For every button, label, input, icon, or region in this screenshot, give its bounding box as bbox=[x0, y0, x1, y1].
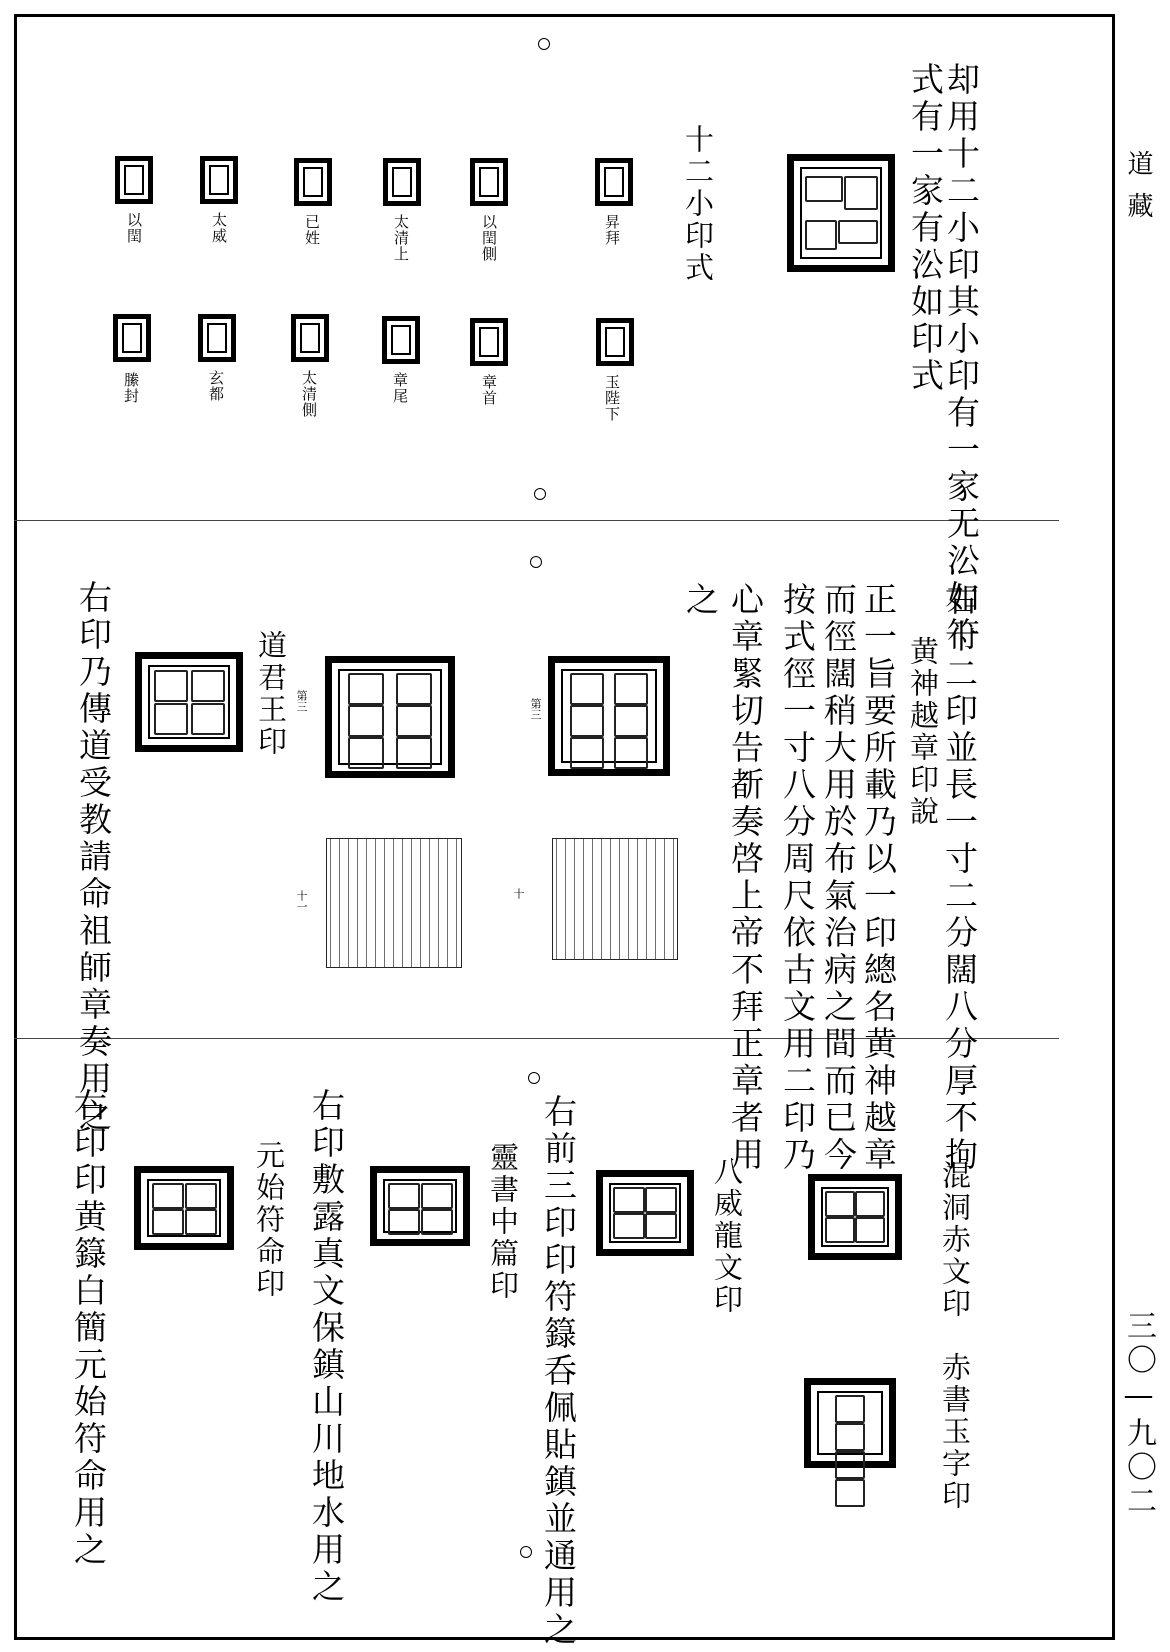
small-seal-image bbox=[115, 156, 153, 204]
small-seal-image bbox=[291, 314, 329, 362]
note-text: 右前三印印符籙呑佩貼鎮並通用之 bbox=[539, 1094, 578, 1649]
registration-mark bbox=[538, 38, 550, 50]
printed-page-inset bbox=[552, 838, 678, 960]
seal-caption: 八威龍文印 bbox=[710, 1156, 744, 1316]
seal-label: 太清上 bbox=[392, 214, 410, 262]
seal-label: 已姓 bbox=[303, 214, 321, 246]
large-seal-image bbox=[808, 1174, 902, 1260]
section-heading: 十二小印式 bbox=[681, 124, 715, 284]
section-divider bbox=[14, 520, 1059, 521]
large-seal-image bbox=[134, 1166, 234, 1250]
small-seal-image bbox=[294, 158, 332, 206]
seal-caption: 元始符命印 bbox=[252, 1140, 286, 1300]
text-line: 而徑闊稍大用於布氣治病之間而已今 bbox=[819, 582, 858, 1174]
small-seal-image bbox=[383, 158, 421, 206]
registration-mark bbox=[530, 556, 542, 568]
page-marker: 第三 bbox=[295, 690, 308, 712]
registration-mark bbox=[520, 1546, 532, 1558]
large-seal-image bbox=[135, 652, 243, 752]
small-seal-image bbox=[113, 314, 151, 362]
seal-label: 太清側 bbox=[300, 370, 318, 418]
seal-label: 玉陛下 bbox=[603, 374, 621, 422]
small-seal-image bbox=[470, 158, 508, 206]
large-seal-image bbox=[804, 1378, 896, 1468]
small-seal-image bbox=[382, 316, 420, 364]
large-seal-image bbox=[787, 154, 895, 272]
note-text: 右印乃傳道受教請命祖師章奏用之 bbox=[74, 580, 113, 1135]
seal-label: 昇拜 bbox=[603, 214, 621, 246]
seal-label: 以閏側 bbox=[480, 214, 498, 262]
subheading: 黄神越章印說 bbox=[906, 636, 940, 828]
seal-label: 章尾 bbox=[391, 372, 409, 404]
small-seal-image bbox=[200, 156, 238, 204]
note-text: 右印印黄籙白簡元始符命用之 bbox=[69, 1088, 108, 1569]
large-seal-image bbox=[370, 1166, 470, 1246]
text-line: 之 bbox=[681, 582, 720, 619]
page-number: 三〇—九〇二 bbox=[1121, 1310, 1156, 1519]
large-seal-image bbox=[548, 656, 670, 776]
small-seal-image bbox=[470, 318, 508, 366]
seal-caption: 道君王印 bbox=[254, 630, 288, 758]
intro-text-line: 式有一家有㳂如印式 bbox=[906, 62, 945, 395]
page-marker: 第三 bbox=[529, 698, 542, 720]
canon-title: 道藏 bbox=[1123, 150, 1153, 234]
seal-label: 太威 bbox=[210, 212, 228, 244]
seal-caption: 靈書中篇印 bbox=[486, 1142, 520, 1302]
seal-caption: 赤書玉字印 bbox=[938, 1352, 972, 1512]
registration-mark bbox=[528, 1072, 540, 1084]
seal-label: 縢封 bbox=[122, 372, 140, 404]
seal-caption: 混洞赤文印 bbox=[938, 1160, 972, 1320]
seal-label: 玄都 bbox=[207, 370, 225, 402]
text-line: 心章緊切告斱奏啓上帝不拜正章者用 bbox=[726, 582, 765, 1174]
text-line: 右十二印並長一寸二分闊八分厚不拘 bbox=[940, 582, 979, 1174]
intro-text-line: 却用十二小印其小印有一家无㳂如符 bbox=[942, 62, 981, 654]
note-text: 右印敷露真文保鎮山川地水用之 bbox=[307, 1088, 346, 1606]
registration-mark bbox=[534, 488, 546, 500]
small-seal-image bbox=[595, 158, 633, 206]
text-line: 按式徑一寸八分周尺依古文用二印乃 bbox=[778, 582, 817, 1174]
seal-label: 章首 bbox=[480, 374, 498, 406]
large-seal-image bbox=[596, 1170, 694, 1256]
section-divider bbox=[14, 1038, 1059, 1039]
text-line: 正一旨要所載乃以一印總名黄神越章 bbox=[859, 582, 898, 1174]
large-seal-image bbox=[325, 656, 455, 778]
page-marker: 十一 bbox=[295, 890, 308, 912]
seal-label: 以閏 bbox=[125, 212, 143, 244]
small-seal-image bbox=[596, 318, 634, 366]
page-marker: 十 bbox=[512, 888, 525, 899]
printed-page-inset bbox=[326, 838, 462, 968]
small-seal-image bbox=[198, 314, 236, 362]
